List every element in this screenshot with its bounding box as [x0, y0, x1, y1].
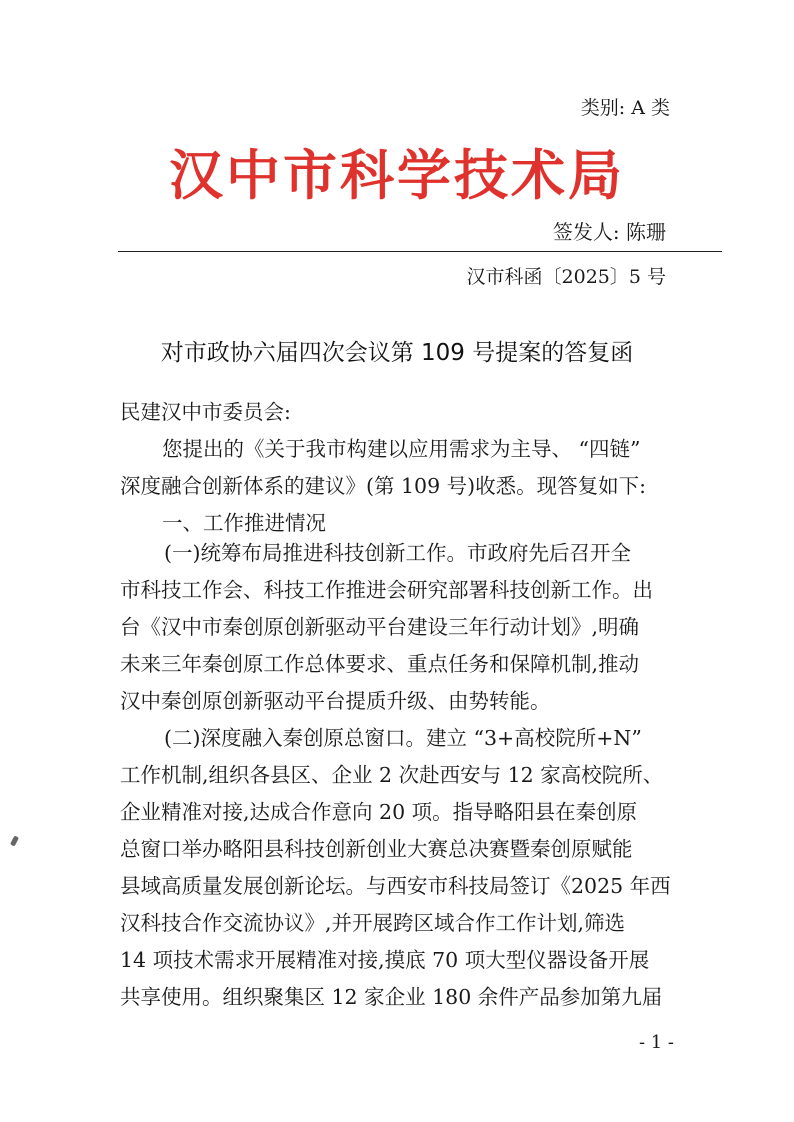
body-line: 汉科技合作交流协议》,并开展跨区域合作工作计划,筛选	[120, 911, 626, 935]
body-line: 县域高质量发展创新论坛。与西安市科技局签订《2025 年西	[120, 874, 671, 898]
scan-mark	[10, 835, 19, 846]
body-line: 深度融合创新体系的建议》(第 109 号)收悉。现答复如下:	[120, 474, 647, 498]
body-line: 企业精准对接,达成合作意向 20 项。指导略阳县在秦创原	[120, 800, 638, 824]
header-divider	[118, 251, 722, 252]
document-title: 对市政协六届四次会议第 109 号提案的答复函	[160, 340, 634, 366]
body-line: 台《汉中市秦创原创新驱动平台建设三年行动计划》,明确	[120, 615, 640, 639]
body-line: 14 项技术需求开展精准对接,摸底 70 项大型仪器设备开展	[120, 948, 650, 972]
body-line: 共享使用。组织聚集区 12 家企业 180 余件产品参加第九届	[120, 985, 663, 1009]
document-number: 汉市科函〔2025〕5 号	[466, 266, 666, 288]
body-line: 总窗口举办略阳县科技创新创业大赛总决赛暨秦创原赋能	[120, 837, 633, 861]
body-line: 市科技工作会、科技工作推进会研究部署科技创新工作。出	[120, 578, 653, 602]
salutation: 民建汉中市委员会:	[120, 400, 291, 424]
body-line: (二)深度融入秦创原总窗口。建立 “3+高校院所+N”	[164, 726, 642, 750]
document-category: 类别: A 类	[580, 97, 670, 119]
signer: 签发人: 陈珊	[552, 220, 666, 244]
body-line: 您提出的《关于我市构建以应用需求为主导、 “四链”	[162, 437, 641, 461]
issuing-agency-title: 汉中市科学技术局	[169, 144, 625, 207]
body-line: 汉中秦创原创新驱动平台提质升级、由势转能。	[120, 689, 551, 713]
body-line: 工作机制,组织各县区、企业 2 次赴西安与 12 家高校院所、	[120, 763, 664, 787]
body-line: 未来三年秦创原工作总体要求、重点任务和保障机制,推动	[120, 652, 640, 676]
section-heading: 一、工作推进情况	[162, 511, 326, 535]
body-line: (一)统筹布局推进科技创新工作。市政府先后召开全	[164, 541, 631, 565]
page-number: - 1 -	[638, 1032, 674, 1053]
